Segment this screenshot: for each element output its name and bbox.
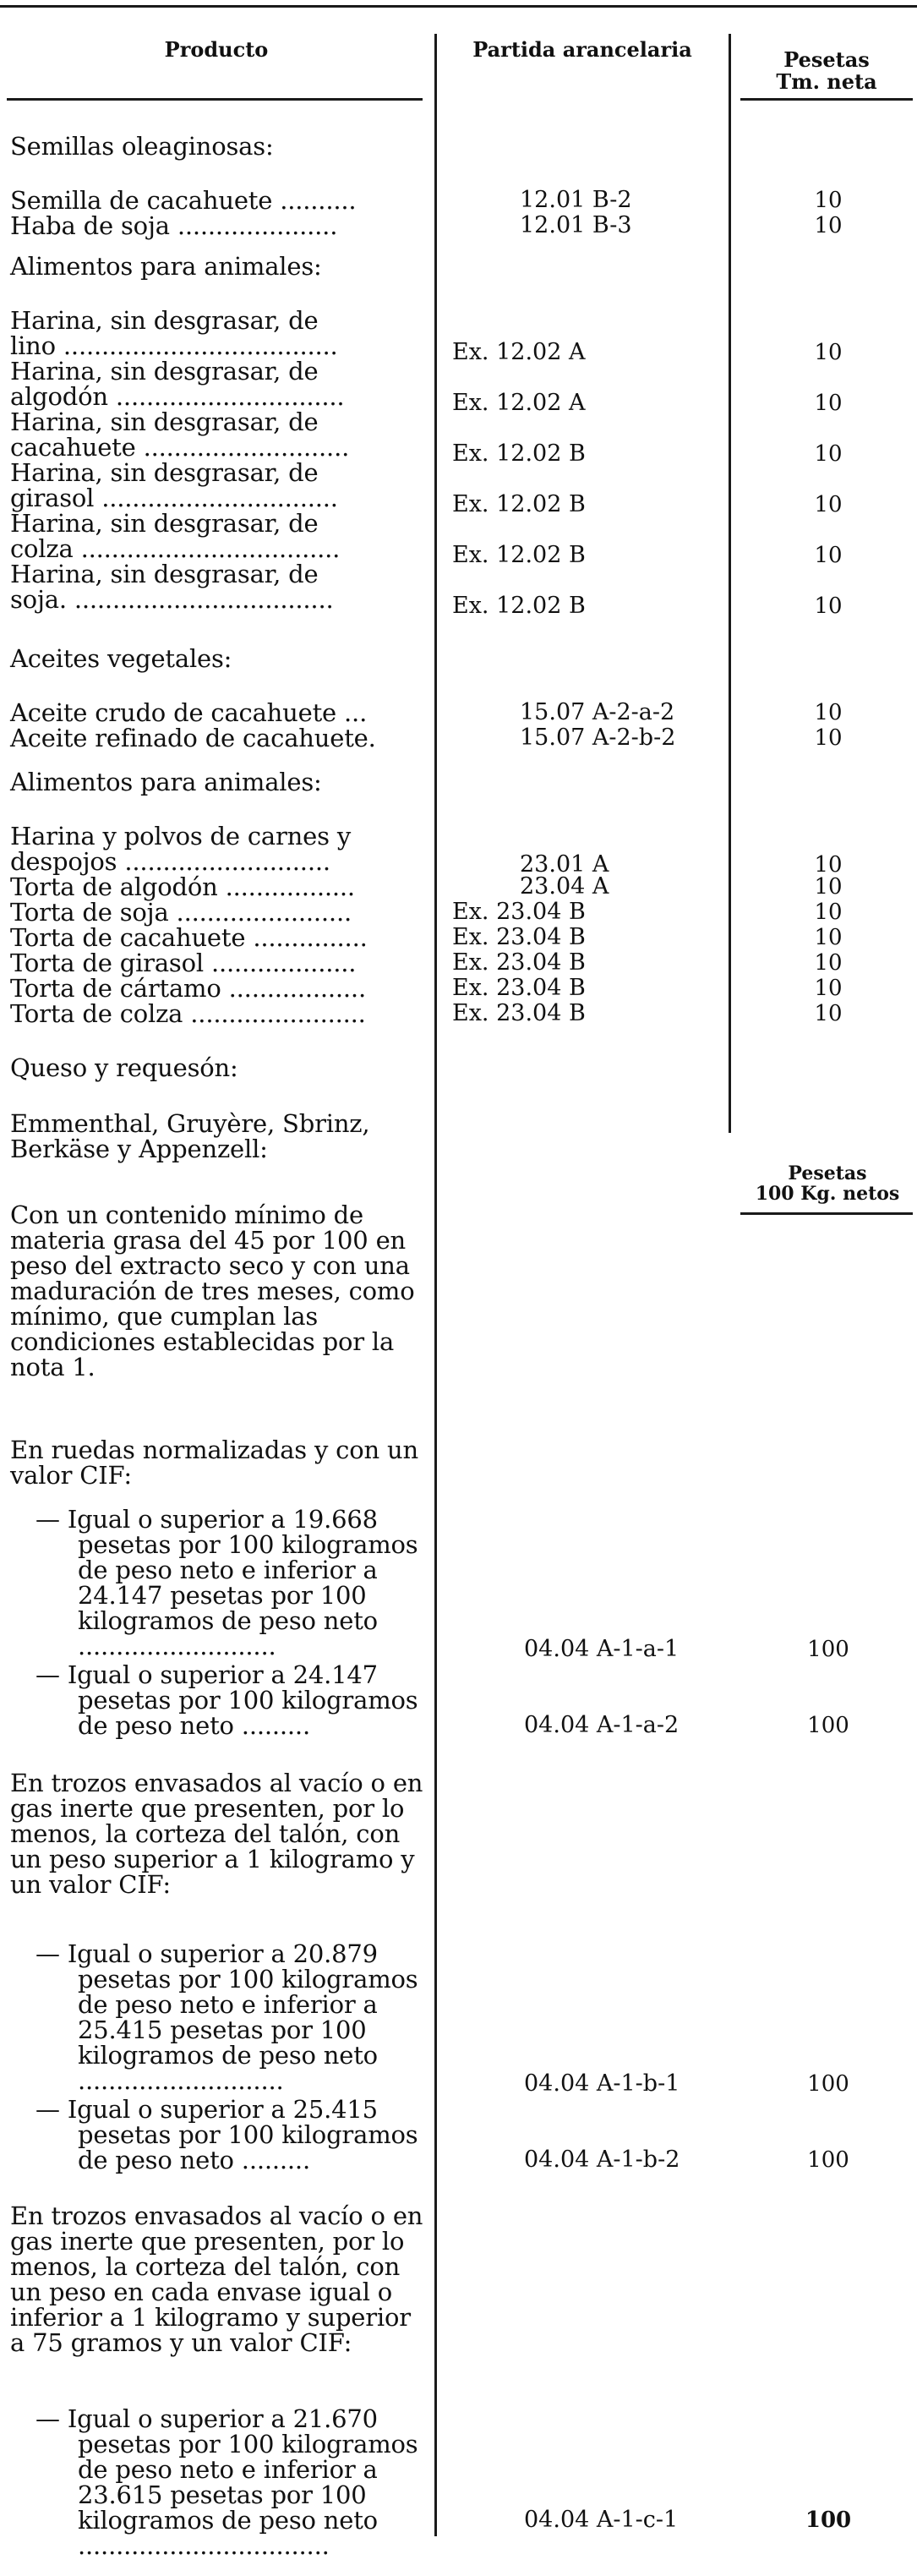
row-value: 10 [814, 213, 843, 238]
row-value: 10 [814, 725, 843, 751]
queso-ruedas: En ruedas normalizadas y con un valor CIF: [10, 1436, 418, 1490]
row-code: 04.04 A-1-c-1 [524, 2507, 679, 2533]
row-value: 100 [805, 2508, 852, 2533]
row-code: 04.04 A-1-a-1 [524, 1636, 680, 1662]
row-label: Torta de algodón ................. [10, 872, 355, 901]
row-value: 100 [807, 1637, 849, 1662]
header-partida: Partida arancelaria [472, 37, 692, 62]
header-pesetas-100kg-line2: 100 Kg. netos [755, 1183, 900, 1205]
row-code: 04.04 A-1-b-1 [524, 2070, 680, 2097]
queso-item-text: — Igual o superior a 19.668 pesetas por 100 kilogramos de peso neto e inferior a 24.147 pesetas por 100 kilogramos de peso neto .......................... [35, 1505, 418, 1660]
queso-item-text: — Igual o superior a 20.879 pesetas por 100 kilogramos de peso neto e inferior a 25.415 pesetas por 100 kilogramos de peso neto ........................... [35, 1939, 418, 2095]
row-label: Torta de cártamo .................. [10, 974, 366, 1003]
row-value: 10 [814, 441, 843, 467]
row-code: 12.01 B-2 [520, 187, 632, 213]
row-value: 10 [814, 700, 843, 725]
row-label: soja. .................................. [10, 585, 334, 614]
row-code: Ex. 23.04 B [452, 949, 586, 976]
queso-trozos: En trozos envasados al vacío o en gas inerte que presenten, por lo menos, la corteza del talón, con un peso superior a 1 kilogramo y un valor CIF: [10, 1769, 423, 1899]
row-code: Ex. 12.02 B [452, 491, 586, 517]
row-label: Torta de cacahuete ............... [10, 923, 368, 952]
queso-item-text: — Igual o superior a 25.415 pesetas por 100 kilogramos de peso neto ......... [35, 2095, 418, 2174]
queso-item-text: — Igual o superior a 21.670 pesetas por 100 kilogramos de peso neto e inferior a 23.615 pesetas por 100 kilogramos de peso neto ................................. [35, 2404, 418, 2560]
row-label: Torta de girasol ................... [10, 949, 357, 977]
section-semillas: Semillas oleaginosas: [10, 132, 274, 161]
queso-trozos: En trozos envasados al vacío o en gas inerte que presenten, por lo menos, la corteza del talón, con un peso en cada envase igual o inferior a 1 kilogramo y superior a 75 gramos y un valor CIF: [10, 2201, 423, 2357]
row-value: 10 [814, 950, 843, 976]
row-code: Ex. 12.02 B [452, 440, 586, 467]
row-value: 100 [807, 2147, 849, 2173]
row-value: 10 [814, 852, 843, 878]
row-label: Harina, sin desgrasar, de [10, 458, 319, 487]
row-value: 100 [807, 2071, 849, 2097]
row-label: Harina y polvos de carnes y [10, 822, 352, 850]
row-code: 15.07 A-2-b-2 [520, 725, 676, 751]
row-label: colza .................................. [10, 534, 341, 563]
row-value: 10 [814, 900, 843, 925]
row-label: despojos ........................... [10, 847, 330, 876]
section-emmenthal: Emmenthal, Gruyère, Sbrinz, Berkäse y Appenzell: [10, 1109, 370, 1163]
row-code: Ex. 12.02 A [452, 339, 586, 365]
row-label: Torta de colza ....................... [10, 999, 366, 1028]
row-label: girasol ............................... [10, 484, 338, 512]
row-value: 10 [814, 976, 843, 1001]
row-label: cacahuete ........................... [10, 433, 350, 462]
row-value: 10 [814, 925, 843, 950]
row-code: Ex. 23.04 B [452, 975, 586, 1001]
header-pesetas-100kg-line1: Pesetas [788, 1162, 867, 1184]
row-value: 100 [807, 1713, 849, 1738]
column-divider-1 [434, 34, 437, 2536]
row-code: Ex. 23.04 B [452, 1000, 586, 1026]
row-label: Harina, sin desgrasar, de [10, 357, 319, 386]
header-pesetas-line1: Pesetas [783, 47, 870, 72]
queso-intro: Con un contenido mínimo de materia grasa del 45 por 100 en peso del extracto seco y con una maduración de tres meses, como mínimo, que cumplan las condiciones establecidas por la nota 1. [10, 1200, 415, 1381]
top-rule [0, 5, 917, 8]
row-label: Aceite crudo de cacahuete ... [10, 698, 368, 727]
row-label: Harina, sin desgrasar, de [10, 560, 319, 588]
header-pesetas [740, 49, 913, 93]
row-code: 23.01 A [520, 851, 609, 878]
row-label: Aceite refinado de cacahuete. [10, 724, 376, 752]
row-code: Ex. 12.02 B [452, 593, 586, 619]
row-label: Harina, sin desgrasar, de [10, 306, 319, 335]
row-label: algodón .............................. [10, 382, 345, 411]
section-alimentos: Alimentos para animales: [10, 768, 322, 796]
row-code: 23.04 A [520, 873, 609, 900]
header-rule-pesetas100 [740, 1212, 913, 1215]
row-label: Harina, sin desgrasar, de [10, 407, 319, 436]
row-code: 15.07 A-2-a-2 [520, 699, 675, 725]
row-code: Ex. 12.02 B [452, 542, 586, 568]
row-label: Torta de soja ....................... [10, 898, 352, 927]
queso-item-text: — Igual o superior a 24.147 pesetas por 100 kilogramos de peso neto ......... [35, 1660, 418, 1740]
row-label: lino .................................... [10, 331, 338, 360]
row-code: Ex. 12.02 A [452, 390, 586, 416]
row-label: Haba de soja ..................... [10, 211, 338, 240]
section-queso: Queso y requesón: [10, 1053, 238, 1082]
row-label: Harina, sin desgrasar, de [10, 509, 319, 538]
section-aceites: Aceites vegetales: [10, 644, 232, 673]
row-code: 12.01 B-3 [520, 212, 632, 238]
row-value: 10 [814, 874, 843, 900]
header-pesetas-100kg [740, 1163, 914, 1204]
row-code: Ex. 23.04 B [452, 899, 586, 925]
row-value: 10 [814, 492, 843, 517]
section-alimentos: Alimentos para animales: [10, 252, 322, 281]
row-code: 04.04 A-1-a-2 [524, 1712, 680, 1738]
header-rule-producto [7, 98, 423, 101]
row-value: 10 [814, 188, 843, 213]
row-value: 10 [814, 1001, 843, 1026]
row-value: 10 [814, 391, 843, 416]
row-value: 10 [814, 340, 843, 365]
row-value: 10 [814, 593, 843, 619]
header-pesetas-line2: Tm. neta [776, 69, 877, 94]
header-producto: Producto [164, 37, 269, 62]
row-code: 04.04 A-1-b-2 [524, 2147, 680, 2173]
row-code: Ex. 23.04 B [452, 924, 586, 950]
row-value: 10 [814, 543, 843, 568]
header-rule-pesetas [740, 98, 913, 101]
row-label: Semilla de cacahuete .......... [10, 186, 357, 215]
